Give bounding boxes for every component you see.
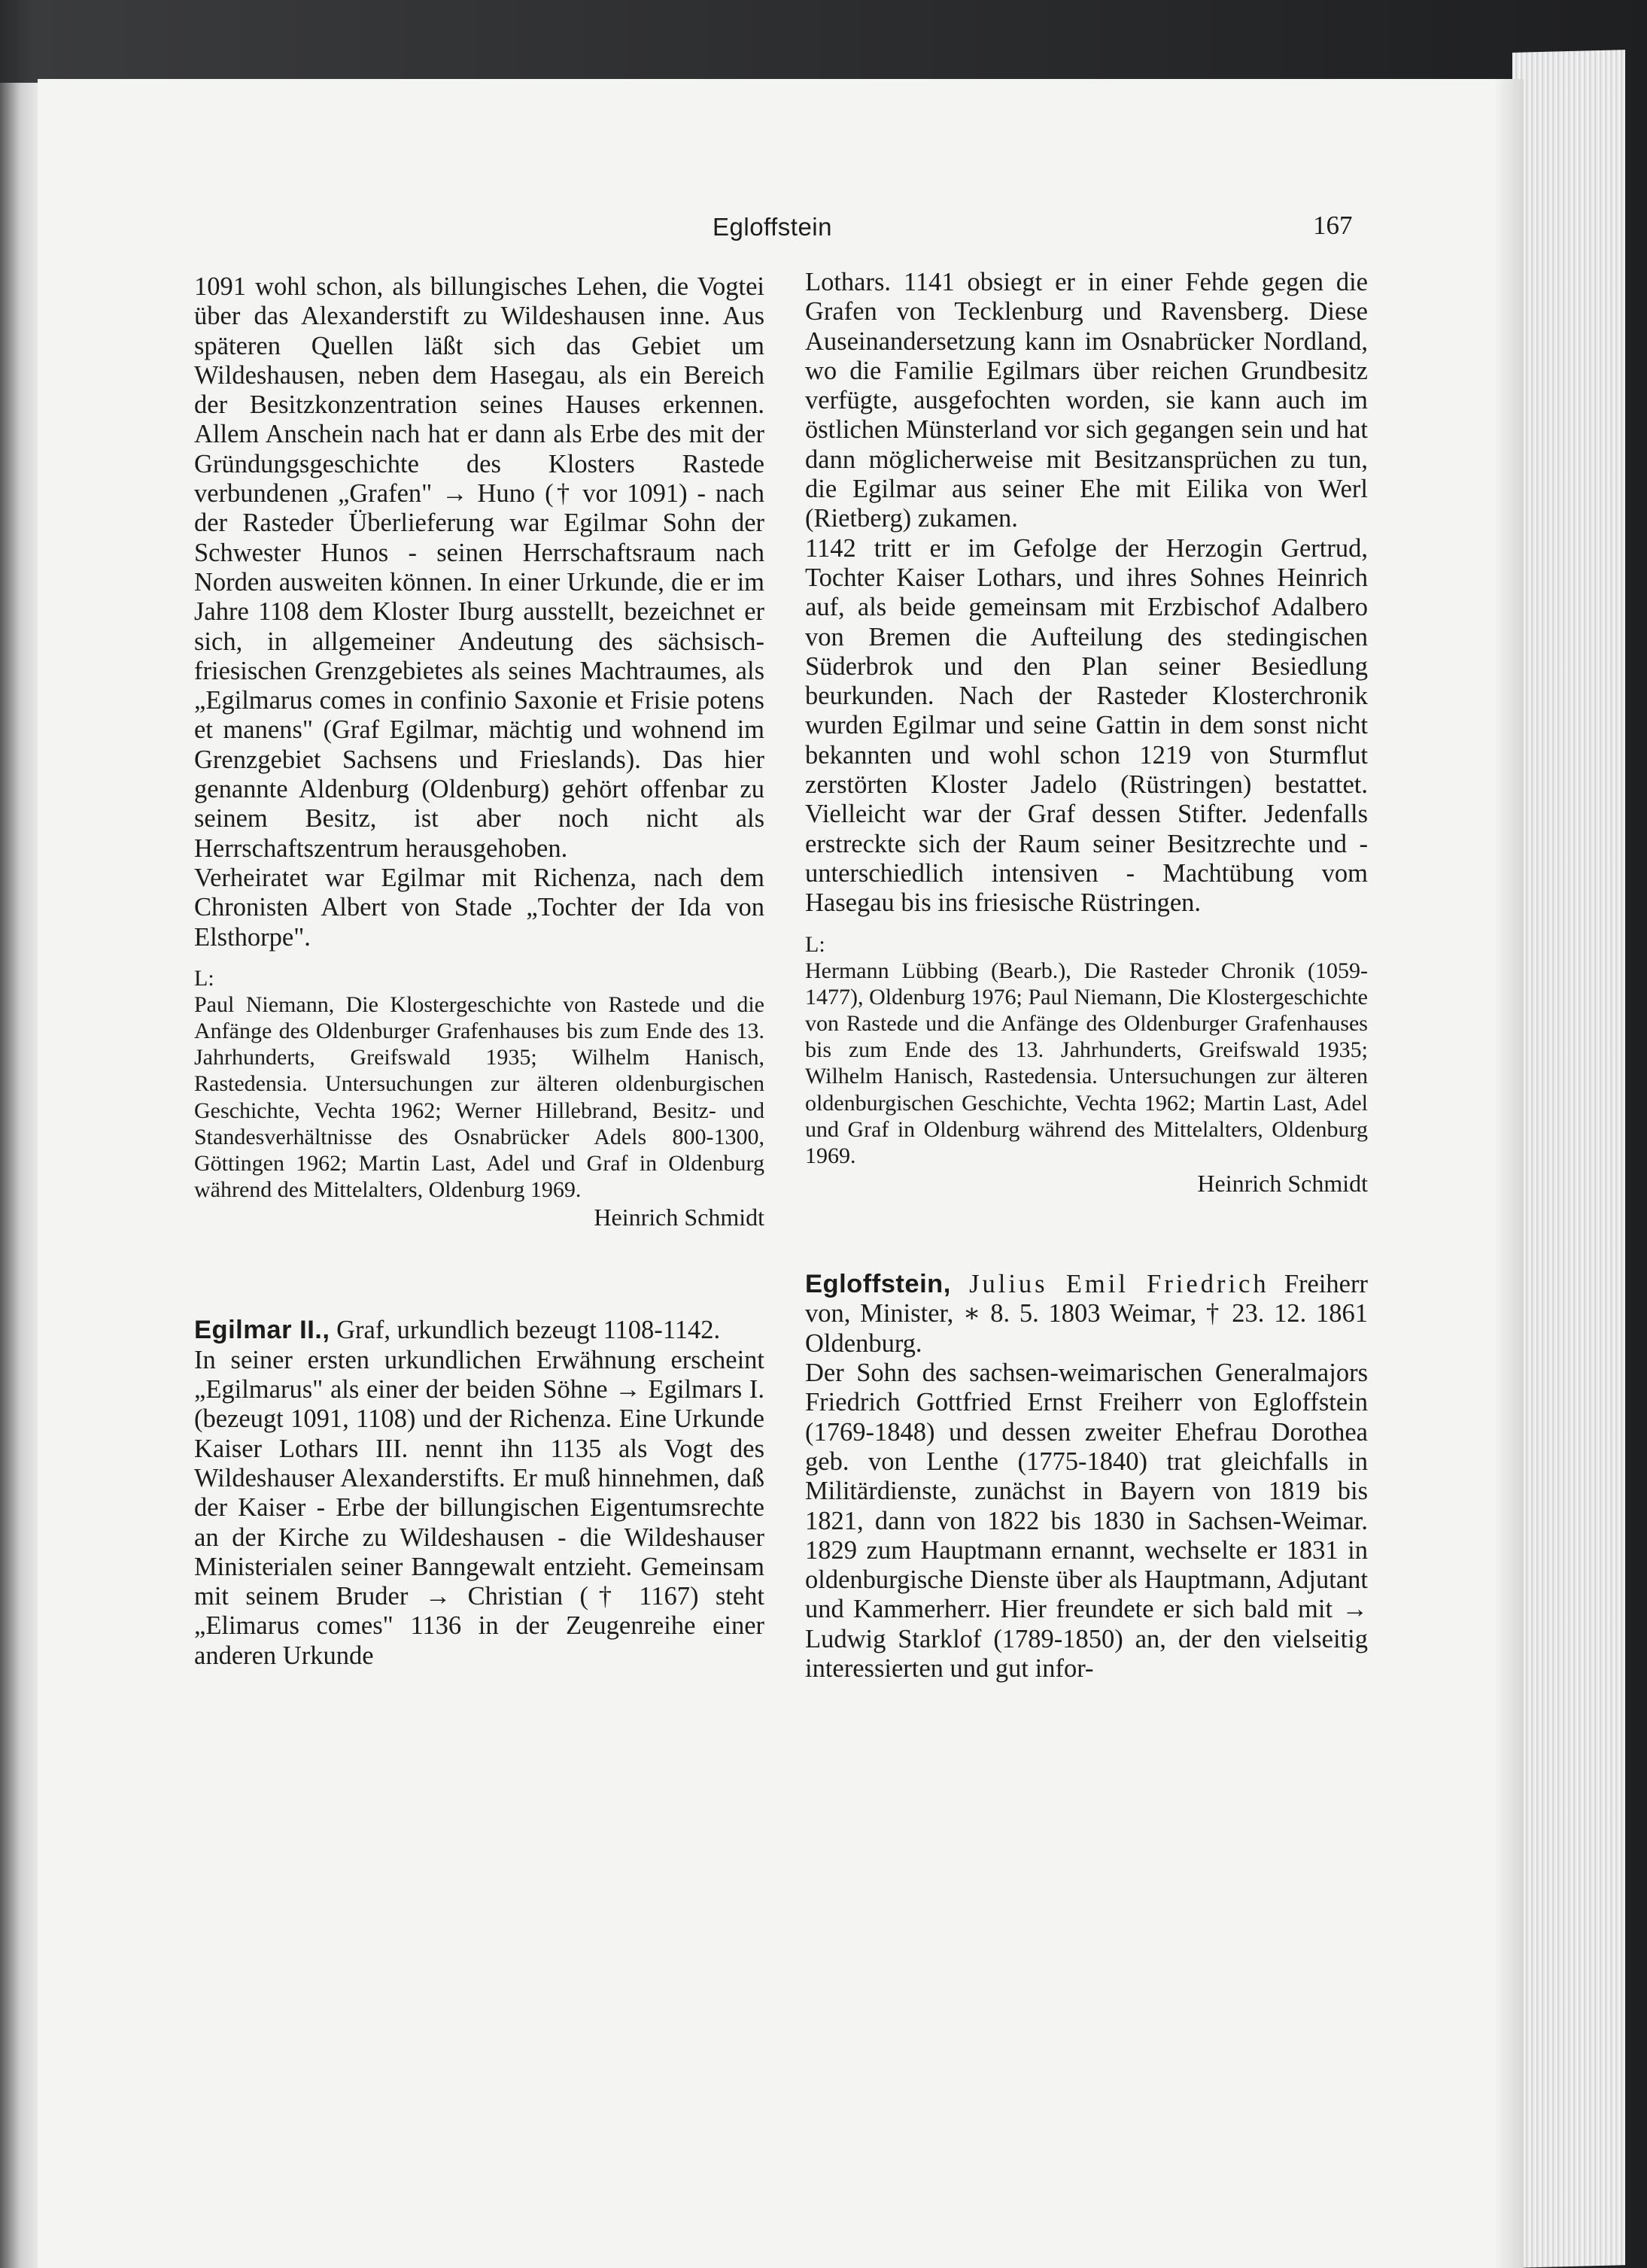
entry-heading [194,1316,764,1345]
literature-label: L: [194,965,214,991]
entry-intro: Freiherr von, Minister, ∗ 8. 5. 1803 Weimar, † 23. 12. 1861 Oldenburg. [805,1270,1368,1358]
right-column [805,268,1368,1684]
page-number: 167 [1313,211,1353,240]
author-signature: Heinrich Schmidt [1197,1170,1368,1198]
entry-name: Egloffstein, [805,1270,951,1299]
literature-list: Hermann Lübbing (Bearb.), Die Rasteder Chronik (1059-1477), Oldenburg 1976; Paul Niemann, Die Klostergeschichte von Rastede und die Anfänge des Oldenburger Grafenhauses bis zum Ende des 13. Jahrhunderts, Greifswald 1935; Wilhelm Hanisch, Rastedensia. Untersuchungen zur älteren oldenburgischen Geschichte, Vechta 1962; Martin Last, Adel und Graf in Oldenburg während des Mittelalters, Oldenburg 1969. [805,958,1368,1168]
entry-forename: Julius Emil Friedrich [950,1270,1269,1299]
entry-gap [805,1198,1368,1270]
literature-label: L: [805,931,825,957]
left-column [194,272,764,1671]
running-head: Egloffstein [713,213,832,241]
entry-intro: Graf, urkundlich bezeugt 1108-1142. [330,1316,721,1345]
page-edges [1512,50,1625,2268]
entry-heading [805,1270,1368,1359]
paragraph: 1142 tritt er im Gefolge der Herzogin Gertrud, Tochter Kaiser Lothars, und ihres Sohnes Heinrich auf, als beide gemeinsam mit Erzbischof Adalbero von Bremen die Aufteilung des stedingischen Süderbrok und den Plan seiner Besiedlung beurkunden. Nach der Rasteder Klosterchronik wurden Egilmar und seine Gattin in dem sonst nicht bekannten und wohl schon 1219 von Sturmflut zerstörten Kloster Jadelo (Rüstringen) bestattet. Vielleicht war der Graf dessen Stifter. Jedenfalls erstreckte sich der Raum seiner Besitzrechte und - unterschiedlich intensiven - Machtübung vom Hasegau bis ins friesische Rüstringen. [805,533,1368,918]
author-signature: Heinrich Schmidt [594,1204,764,1231]
paragraph: Verheiratet war Egilmar mit Richenza, nach dem Chronisten Albert von Stade „Tochter der Ida von Elsthorpe". [194,863,764,952]
literature-list: Paul Niemann, Die Klostergeschichte von Rastede und die Anfänge des Oldenburger Grafenhauses bis zum Ende des 13. Jahrhunderts, Greifswald 1935; Wilhelm Hanisch, Rastedensia. Untersuchungen zur älteren oldenburgischen Geschichte, Vechta 1962; Werner Hillebrand, Besitz- und Standesverhältnisse des Osnabrücker Adels 800-1300, Göttingen 1962; Martin Last, Adel und Graf in Oldenburg während des Mittelalters, Oldenburg 1969. [194,991,764,1203]
paragraph: Der Sohn des sachsen-weimarischen Generalmajors Friedrich Gottfried Ernst Freiherr von Egloffstein (1769-1848) und dessen zweiter Ehefrau Dorothea geb. von Lenthe (1775-1840) trat gleichfalls in Militärdienste, zunächst in Bayern von 1819 bis 1821, dann von 1822 bis 1830 in Sachsen-Weimar. 1829 zum Hauptmann ernannt, wechselte er 1831 in oldenburgische Dienste über als Hauptmann, Adjutant und Kammerherr. Hier freundete er sich bald mit → Ludwig Starklof (1789-1850) an, der den vielseitig interessierten und gut infor- [805,1359,1368,1684]
paragraph: Lothars. 1141 obsiegt er in einer Fehde gegen die Grafen von Tecklenburg und Ravensberg. Diese Auseinandersetzung kann im Osnabrücker Nordland, wo die Familie Egilmars über reichen Grundbesitz verfügte, ausgefochten worden, sie kann auch im östlichen Münsterland vor sich gegangen sein und hat dann möglicherweise mit Besitzansprüchen zu tun, die Egilmar aus seiner Ehe mit Eilika von Werl (Rietberg) zukamen. [805,268,1368,533]
entry-gap [194,1231,764,1316]
paragraph: 1091 wohl schon, als billungisches Lehen, die Vogtei über das Alexanderstift zu Wildeshausen inne. Aus späteren Quellen läßt sich das Gebiet um Wildeshausen, neben dem Hasegau, als ein Bereich der Besitzkonzentration seines Hauses erkennen. Allem Anschein nach hat er dann als Erbe des mit der Gründungsgeschichte des Klosters Rastede verbundenen „Grafen" → Huno († vor 1091) - nach der Rasteder Überlieferung war Egilmar Sohn der Schwester Hunos - seinen Herrschaftsraum nach Norden ausweiten können. In einer Urkunde, die er im Jahre 1108 dem Kloster Iburg ausstellt, bezeichnet er sich, in allgemeiner Andeutung des sächsisch-friesischen Grenzgebietes als seines Machtraumes, als „Egilmarus comes in confinio Saxonie et Frisie potens et manens" (Graf Egilmar, mächtig und wohnend im Grenzgebiet Sachsens und Frieslands). Das hier genannte Aldenburg (Oldenburg) gehört offenbar zu seinem Besitz, ist aber noch nicht als Herrschaftszentrum herausgehoben. [194,272,764,863]
paragraph: In seiner ersten urkundlichen Erwähnung erscheint „Egilmarus" als einer der beiden Söhne → Egilmars I. (bezeugt 1091, 1108) und der Richenza. Eine Urkunde Kaiser Lothars III. nennt ihn 1135 als Vogt des Wildeshauser Alexanderstifts. Er muß hinnehmen, daß der Kaiser - Erbe der billungischen Eigentumsrechte an der Kirche zu Wildeshausen - die Wildeshauser Ministerialen seiner Banngewalt entzieht. Gemeinsam mit seinem Bruder → Christian († 1167) steht „Elimarus comes" 1136 in der Zeugenreihe einer anderen Urkunde [194,1345,764,1670]
entry-name: Egilmar II., [194,1316,330,1345]
